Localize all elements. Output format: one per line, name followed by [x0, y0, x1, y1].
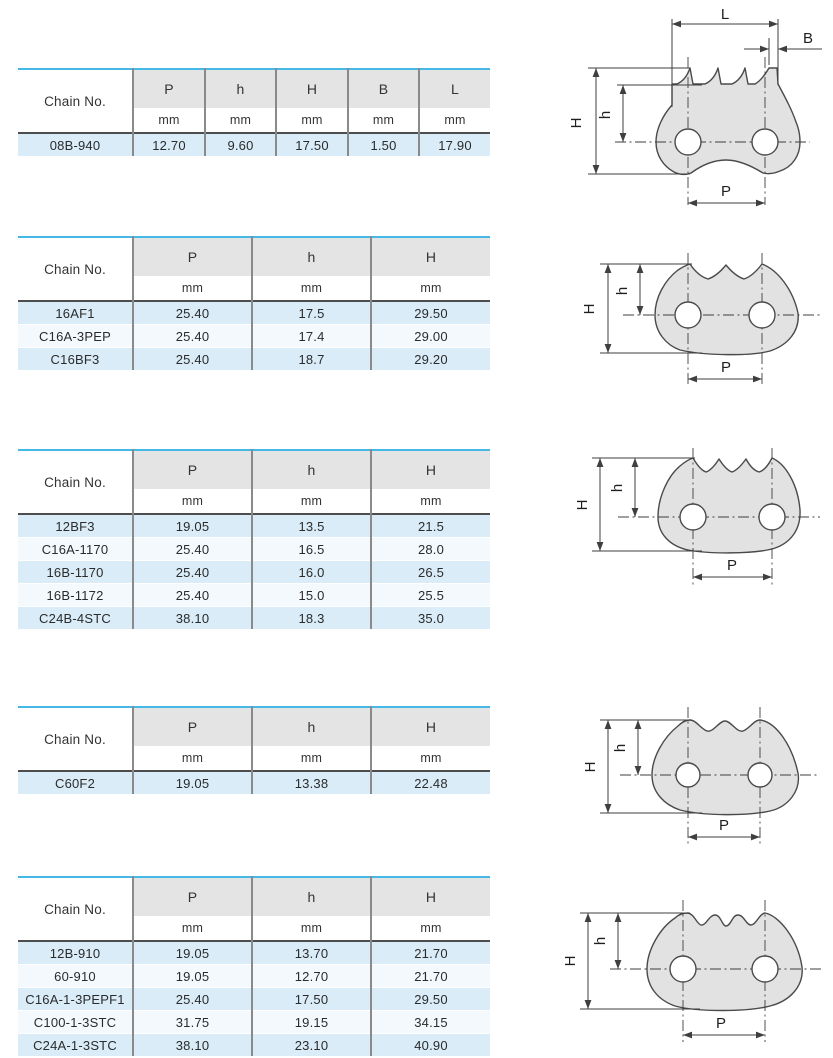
- dim-label-h: h: [612, 743, 629, 753]
- table-row: [18, 301, 490, 325]
- unit-label: mm: [371, 489, 490, 514]
- pin-hole-left: [680, 504, 706, 530]
- unit-label: mm: [133, 108, 205, 133]
- value-cell: 12.70: [252, 965, 371, 988]
- chain-no-header: Chain No.: [18, 69, 133, 133]
- col-header-H: H: [371, 237, 490, 276]
- pin-hole-right: [752, 129, 778, 155]
- chain-no-cell: 16B-1170: [18, 561, 133, 584]
- dim-label-h: h: [614, 286, 631, 296]
- value-cell: 26.5: [371, 561, 490, 584]
- chain-plate-diagram-1: [560, 5, 833, 215]
- value-cell: 17.90: [419, 133, 490, 156]
- value-cell: 29.50: [371, 988, 490, 1011]
- col-header-H: H: [371, 877, 490, 916]
- unit-label: mm: [348, 108, 419, 133]
- chain-no-cell: C16A-3PEP: [18, 325, 133, 348]
- value-cell: 38.10: [133, 607, 252, 630]
- unit-label: mm: [133, 916, 252, 941]
- table-row: [18, 1034, 490, 1057]
- header-row: [18, 237, 490, 276]
- chain-no-cell: C16BF3: [18, 348, 133, 371]
- table-row: [18, 584, 490, 607]
- unit-label: mm: [371, 746, 490, 771]
- value-cell: 16.5: [252, 538, 371, 561]
- value-cell: 9.60: [205, 133, 276, 156]
- table-row: [18, 941, 490, 965]
- value-cell: 34.15: [371, 1011, 490, 1034]
- value-cell: 16.0: [252, 561, 371, 584]
- plate-shape: [647, 913, 802, 1011]
- value-cell: 19.05: [133, 514, 252, 538]
- spec-table-1: [18, 68, 490, 156]
- dim-label-H: H: [568, 117, 585, 129]
- table-row: [18, 561, 490, 584]
- col-header-H: H: [371, 450, 490, 489]
- unit-label: mm: [252, 276, 371, 301]
- unit-label: mm: [252, 489, 371, 514]
- chain-plate-diagram-3: [574, 440, 833, 600]
- unit-label: mm: [205, 108, 276, 133]
- pin-hole-left: [676, 763, 700, 787]
- chain-no-header: Chain No.: [18, 877, 133, 941]
- value-cell: 19.05: [133, 771, 252, 794]
- dim-label-h: h: [592, 936, 609, 946]
- chain-no-cell: C16A-1170: [18, 538, 133, 561]
- unit-label: mm: [252, 916, 371, 941]
- value-cell: 25.40: [133, 301, 252, 325]
- value-cell: 19.15: [252, 1011, 371, 1034]
- value-cell: 28.0: [371, 538, 490, 561]
- col-header-H: H: [276, 69, 348, 108]
- dim-label-H: H: [581, 303, 598, 315]
- dimension-P: [688, 183, 765, 203]
- value-cell: 15.0: [252, 584, 371, 607]
- col-header-P: P: [133, 69, 205, 108]
- value-cell: 21.70: [371, 941, 490, 965]
- chain-no-cell: 60-910: [18, 965, 133, 988]
- col-header-h: h: [252, 707, 371, 746]
- dimension-h: [609, 458, 635, 517]
- pin-hole-right: [748, 763, 772, 787]
- dim-label-H: H: [562, 955, 579, 967]
- spec-table-4: [18, 706, 490, 794]
- value-cell: 25.40: [133, 584, 252, 607]
- value-cell: 18.3: [252, 607, 371, 630]
- value-cell: 17.4: [252, 325, 371, 348]
- header-row: [18, 450, 490, 489]
- dim-label-H: H: [582, 761, 599, 773]
- chain-no-cell: C60F2: [18, 771, 133, 794]
- dim-label-P: P: [720, 183, 732, 200]
- value-cell: 40.90: [371, 1034, 490, 1057]
- chain-no-cell: C16A-1-3PEPF1: [18, 988, 133, 1011]
- col-header-P: P: [133, 237, 252, 276]
- table-row: [18, 538, 490, 561]
- unit-label: mm: [371, 276, 490, 301]
- header-row: [18, 877, 490, 916]
- dimension-h: [614, 264, 640, 315]
- unit-label: mm: [133, 489, 252, 514]
- unit-label: mm: [276, 108, 348, 133]
- pin-hole-left: [670, 956, 696, 982]
- value-cell: 21.70: [371, 965, 490, 988]
- unit-label: mm: [133, 276, 252, 301]
- unit-label: mm: [133, 746, 252, 771]
- spec-table-5: [18, 876, 490, 1056]
- chain-no-header: Chain No.: [18, 707, 133, 771]
- table-row: [18, 607, 490, 630]
- chain-no-cell: 12B-910: [18, 941, 133, 965]
- chain-no-header: Chain No.: [18, 237, 133, 301]
- pin-hole-right: [749, 302, 775, 328]
- value-cell: 23.10: [252, 1034, 371, 1057]
- col-header-H: H: [371, 707, 490, 746]
- value-cell: 29.00: [371, 325, 490, 348]
- value-cell: 18.7: [252, 348, 371, 371]
- value-cell: 13.38: [252, 771, 371, 794]
- value-cell: 17.5: [252, 301, 371, 325]
- table-row: [18, 1011, 490, 1034]
- chain-no-cell: C24B-4STC: [18, 607, 133, 630]
- col-header-B: B: [348, 69, 419, 108]
- col-header-P: P: [133, 877, 252, 916]
- value-cell: 31.75: [133, 1011, 252, 1034]
- value-cell: 25.40: [133, 538, 252, 561]
- dim-label-P: P: [718, 817, 730, 834]
- table-row: [18, 965, 490, 988]
- chain-plate-diagram-2: [580, 235, 833, 395]
- value-cell: 17.50: [276, 133, 348, 156]
- unit-label: mm: [371, 916, 490, 941]
- dim-label-h: h: [597, 110, 614, 120]
- value-cell: 17.50: [252, 988, 371, 1011]
- table-row: [18, 771, 490, 794]
- chain-plate-diagram-5: [560, 880, 833, 1055]
- value-cell: 25.40: [133, 561, 252, 584]
- unit-label: mm: [252, 746, 371, 771]
- col-header-h: h: [252, 237, 371, 276]
- value-cell: 25.40: [133, 988, 252, 1011]
- value-cell: 19.05: [133, 941, 252, 965]
- dim-label-P: P: [715, 1015, 727, 1032]
- header-row: [18, 707, 490, 746]
- col-header-h: h: [252, 450, 371, 489]
- header-row: [18, 69, 490, 108]
- dimension-P: [688, 817, 760, 837]
- chain-no-cell: 16AF1: [18, 301, 133, 325]
- pin-hole-left: [675, 302, 701, 328]
- col-header-L: L: [419, 69, 490, 108]
- value-cell: 29.20: [371, 348, 490, 371]
- pin-hole-right: [759, 504, 785, 530]
- chain-no-cell: 16B-1172: [18, 584, 133, 607]
- pin-hole-right: [752, 956, 778, 982]
- dim-label-B: B: [802, 30, 814, 47]
- value-cell: 35.0: [371, 607, 490, 630]
- unit-label: mm: [419, 108, 490, 133]
- col-header-P: P: [133, 707, 252, 746]
- value-cell: 25.40: [133, 348, 252, 371]
- value-cell: 25.5: [371, 584, 490, 607]
- dimension-P: [688, 359, 762, 379]
- pin-hole-left: [675, 129, 701, 155]
- dim-label-L: L: [720, 6, 730, 23]
- value-cell: 21.5: [371, 514, 490, 538]
- table-row: [18, 514, 490, 538]
- dim-label-P: P: [726, 557, 738, 574]
- dimension-P: [683, 1015, 765, 1035]
- value-cell: 29.50: [371, 301, 490, 325]
- col-header-P: P: [133, 450, 252, 489]
- col-header-h: h: [205, 69, 276, 108]
- dimension-B: [744, 30, 822, 65]
- value-cell: 25.40: [133, 325, 252, 348]
- chain-no-cell: 08B-940: [18, 133, 133, 156]
- dim-label-h: h: [609, 483, 626, 493]
- spec-table-3: [18, 449, 490, 629]
- table-row: [18, 988, 490, 1011]
- dim-label-H: H: [574, 499, 591, 511]
- plate-shape: [652, 720, 798, 815]
- chain-no-cell: C100-1-3STC: [18, 1011, 133, 1034]
- value-cell: 1.50: [348, 133, 419, 156]
- chain-plate-diagram-4: [580, 695, 833, 855]
- value-cell: 22.48: [371, 771, 490, 794]
- value-cell: 12.70: [133, 133, 205, 156]
- value-cell: 19.05: [133, 965, 252, 988]
- value-cell: 38.10: [133, 1034, 252, 1057]
- col-header-h: h: [252, 877, 371, 916]
- table-row: [18, 325, 490, 348]
- value-cell: 13.5: [252, 514, 371, 538]
- chain-no-cell: C24A-1-3STC: [18, 1034, 133, 1057]
- table-row: [18, 133, 490, 156]
- table-row: [18, 348, 490, 371]
- dim-label-P: P: [720, 359, 732, 376]
- chain-no-cell: 12BF3: [18, 514, 133, 538]
- dimension-h: [612, 720, 638, 775]
- dimension-P: [693, 557, 772, 577]
- chain-no-header: Chain No.: [18, 450, 133, 514]
- spec-table-2: [18, 236, 490, 370]
- value-cell: 13.70: [252, 941, 371, 965]
- dimension-h: [592, 913, 618, 969]
